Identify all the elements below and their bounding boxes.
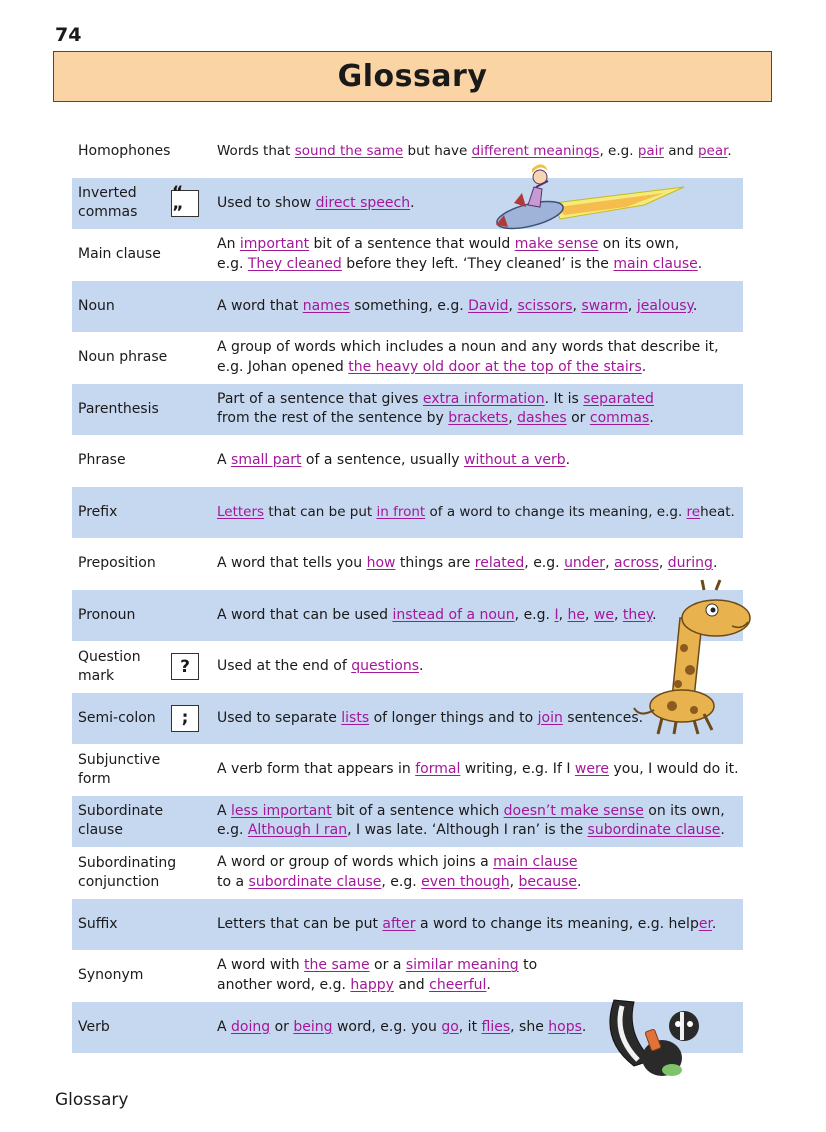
- definition-text: ,: [584, 606, 594, 623]
- glossary-definition: [217, 847, 739, 899]
- glossary-term: [72, 503, 212, 522]
- definition-text: another word, e.g.: [217, 976, 351, 993]
- definition-text: .: [581, 1018, 587, 1035]
- definition-text: .: [652, 606, 657, 623]
- definition-text: you, I would do it.: [609, 761, 739, 777]
- glossary-definition: [217, 899, 739, 951]
- definition-text: .: [565, 452, 571, 468]
- glossary-term: [72, 1018, 212, 1037]
- title-banner: [53, 51, 772, 102]
- highlighted-term: the same: [304, 957, 370, 974]
- term-line: clause: [78, 822, 123, 839]
- definition-line: [217, 853, 739, 873]
- definition-text: something, e.g.: [349, 297, 469, 314]
- definition-text: .: [711, 915, 717, 932]
- page-number: 74: [55, 24, 82, 46]
- glossary-row: [72, 384, 743, 436]
- definition-text: , e.g.: [514, 606, 555, 623]
- definition-line: [217, 390, 739, 410]
- glossary-definition: [217, 744, 739, 796]
- term-line: Verb: [78, 1018, 110, 1035]
- definition-text: A verb form that appears in: [217, 761, 416, 777]
- glossary-term: [72, 854, 212, 892]
- highlighted-term: commas: [589, 410, 650, 427]
- term-line: Inverted: [78, 185, 137, 202]
- definition-text: A: [217, 802, 232, 819]
- highlighted-term: pair: [637, 143, 664, 159]
- glossary-term: [72, 606, 212, 625]
- definition-text: . It is: [544, 390, 584, 407]
- definition-line: [217, 956, 739, 976]
- highlighted-term: doing: [231, 1018, 271, 1035]
- highlighted-term: David: [468, 297, 509, 314]
- glossary-row: [72, 332, 743, 384]
- highlighted-term: extra information: [422, 390, 545, 407]
- highlighted-term: during: [667, 555, 713, 571]
- term-line: Semi-colon: [78, 709, 156, 726]
- definition-text: or: [566, 410, 590, 427]
- term-line: mark: [78, 667, 115, 684]
- glossary-definition: [217, 332, 739, 384]
- definition-text: and: [393, 976, 430, 993]
- highlighted-term: lists: [341, 709, 370, 726]
- definition-text: .: [720, 822, 725, 839]
- definition-text: e.g.: [217, 255, 248, 272]
- term-line: Subordinating: [78, 854, 177, 871]
- highlighted-term: subordinate clause: [248, 873, 382, 890]
- highlighted-term: after: [382, 915, 416, 932]
- term-line: Phrase: [78, 452, 126, 469]
- definition-text: before they left. ‘They cleaned’ is the: [341, 255, 614, 272]
- definition-text: but have: [403, 143, 472, 159]
- highlighted-term: under: [564, 555, 606, 571]
- highlighted-term: we: [593, 606, 614, 623]
- highlighted-term: across: [613, 555, 659, 571]
- definition-text: that can be put: [264, 503, 377, 520]
- highlighted-term: direct speech: [315, 194, 411, 211]
- glossary-definition: [217, 487, 739, 539]
- definition-text: and: [663, 143, 698, 159]
- definition-line: [217, 503, 739, 523]
- highlighted-term: questions: [351, 658, 419, 674]
- definition-text: e.g.: [217, 822, 248, 839]
- highlighted-term: Letters: [217, 503, 265, 520]
- term-line: Main clause: [78, 246, 161, 263]
- definition-line: [217, 297, 739, 317]
- highlighted-term: er: [698, 915, 712, 932]
- rocket-rider-illustration: [494, 163, 686, 235]
- definition-line: [217, 235, 739, 255]
- highlighted-term: I: [554, 606, 559, 623]
- glossary-term: [72, 348, 212, 367]
- highlighted-term: cheerful: [429, 976, 487, 993]
- definition-text: of longer things and to: [369, 709, 538, 726]
- definition-text: ,: [658, 555, 668, 571]
- term-line: Question: [78, 648, 141, 665]
- definition-text: A word or group of words which joins a: [217, 854, 494, 871]
- highlighted-term: brackets: [448, 410, 509, 427]
- highlighted-term: Although I ran: [247, 822, 348, 839]
- highlighted-term: separated: [583, 390, 654, 407]
- definition-line: [217, 451, 739, 471]
- definition-text: A group of words which includes a noun and any words that describe it,: [217, 339, 719, 356]
- glossary-row: [72, 847, 743, 899]
- glossary-definition: [217, 435, 739, 487]
- definition-text: .: [418, 658, 424, 674]
- term-line: form: [78, 770, 111, 787]
- glossary-term: [72, 802, 212, 840]
- definition-text: on its own,: [598, 236, 680, 253]
- highlighted-term: main clause: [613, 255, 698, 272]
- highlighted-term: in front: [376, 503, 426, 520]
- highlighted-term: names: [302, 297, 350, 314]
- highlighted-term: being: [293, 1018, 333, 1035]
- definition-text: A word that can be used: [217, 606, 393, 623]
- highlighted-term: instead of a noun: [392, 606, 515, 623]
- glossary-row: [72, 281, 743, 333]
- definition-text: e.g. Johan opened: [217, 358, 349, 375]
- definition-line: [217, 358, 739, 378]
- definition-text: or: [270, 1018, 294, 1035]
- glossary-row: [72, 487, 743, 539]
- definition-text: .: [727, 143, 732, 159]
- definition-text: of a sentence, usually: [301, 452, 465, 468]
- highlighted-term: pear: [697, 143, 728, 159]
- highlighted-term: related: [474, 555, 525, 571]
- term-line: conjunction: [78, 873, 160, 890]
- glossary-definition: [217, 229, 739, 281]
- definition-text: ,: [613, 606, 623, 623]
- punctuation-symbol-box: ;: [171, 705, 199, 732]
- definition-text: A word that tells you: [217, 555, 367, 571]
- definition-text: , I was late. ‘Although I ran’ is the: [347, 822, 588, 839]
- term-line: Synonym: [78, 967, 144, 984]
- term-line: Prefix: [78, 503, 118, 520]
- highlighted-term: the heavy old door at the top of the stairs: [348, 358, 642, 375]
- definition-text: Letters that can be put: [217, 915, 383, 932]
- term-line: commas: [78, 204, 138, 221]
- highlighted-term: similar meaning: [405, 957, 519, 974]
- highlighted-term: jealousy: [636, 297, 693, 314]
- highlighted-term: dashes: [517, 410, 567, 427]
- definition-text: word, e.g. you: [332, 1018, 442, 1035]
- highlighted-term: important: [239, 236, 310, 253]
- definition-text: , e.g.: [599, 143, 638, 159]
- definition-text: A: [217, 1018, 232, 1035]
- definition-text: .: [486, 976, 491, 993]
- definition-text: ,: [627, 297, 637, 314]
- definition-text: Used at the end of: [217, 658, 352, 674]
- definition-text: .: [649, 410, 654, 427]
- highlighted-term: because: [518, 873, 578, 890]
- highlighted-term: hops: [548, 1018, 582, 1035]
- definition-line: [217, 142, 739, 162]
- definition-line: [217, 873, 739, 893]
- definition-text: writing, e.g. If I: [460, 761, 575, 777]
- definition-text: ,: [509, 873, 519, 890]
- definition-text: of a word to change its meaning, e.g.: [425, 503, 687, 520]
- definition-text: to: [518, 957, 538, 974]
- highlighted-term: even though: [421, 873, 510, 890]
- definition-text: A word with: [217, 957, 305, 974]
- definition-text: .: [641, 358, 647, 375]
- definition-text: ,: [508, 297, 518, 314]
- definition-text: heat.: [700, 503, 735, 520]
- definition-text: bit of a sentence that would: [309, 236, 515, 253]
- definition-text: things are: [395, 555, 475, 571]
- highlighted-term: make sense: [514, 236, 599, 253]
- glossary-row: [72, 796, 743, 848]
- glossary-term: [72, 451, 212, 470]
- term-line: Parenthesis: [78, 400, 159, 417]
- highlighted-term: flies: [481, 1018, 511, 1035]
- highlighted-term: how: [366, 555, 396, 571]
- definition-text: bit of a sentence which: [331, 802, 504, 819]
- glossary-term: [72, 966, 212, 985]
- definition-line: [217, 760, 739, 780]
- definition-line: [217, 255, 739, 275]
- term-line: Subjunctive: [78, 751, 161, 768]
- punctuation-symbol-box: ?: [171, 653, 199, 680]
- glossary-definition: [217, 796, 739, 848]
- definition-text: Used to separate: [217, 709, 342, 726]
- definition-text: , e.g.: [381, 873, 422, 890]
- definition-text: .: [712, 555, 718, 571]
- highlighted-term: he: [567, 606, 585, 623]
- glossary-term: [72, 142, 212, 161]
- highlighted-term: join: [537, 709, 563, 726]
- definition-line: [217, 821, 739, 841]
- highlighted-term: formal: [415, 761, 461, 777]
- definition-text: ,: [572, 297, 582, 314]
- glossary-definition: [217, 384, 739, 436]
- definition-text: , it: [458, 1018, 482, 1035]
- definition-text: An: [217, 236, 240, 253]
- punctuation-symbol-box: “ ”: [171, 190, 199, 217]
- definition-text: , she: [510, 1018, 549, 1035]
- definition-text: .: [697, 255, 703, 272]
- glossary-row: [72, 744, 743, 796]
- highlighted-term: they: [622, 606, 653, 623]
- glossary-definition: [217, 281, 739, 333]
- definition-text: on its own,: [643, 802, 725, 819]
- definition-line: [217, 338, 739, 358]
- glossary-row: [72, 435, 743, 487]
- term-line: Noun phrase: [78, 349, 168, 366]
- definition-text: Part of a sentence that gives: [217, 390, 423, 407]
- definition-text: A word that: [217, 297, 303, 314]
- term-line: Preposition: [78, 555, 156, 572]
- glossary-term: [72, 297, 212, 316]
- skunk-illustration: [604, 990, 708, 1082]
- highlighted-term: doesn’t make sense: [503, 802, 644, 819]
- definition-text: A: [217, 452, 232, 468]
- definition-text: ,: [508, 410, 518, 427]
- highlighted-term: subordinate clause: [587, 822, 721, 839]
- highlighted-term: main clause: [493, 854, 578, 871]
- highlighted-term: happy: [350, 976, 394, 993]
- highlighted-term: were: [574, 761, 610, 777]
- definition-text: Used to show: [217, 194, 316, 211]
- definition-text: a word to change its meaning, e.g. help: [415, 915, 699, 932]
- definition-line: [217, 802, 739, 822]
- definition-line: [217, 554, 739, 574]
- giraffe-illustration: [632, 578, 754, 736]
- glossary-term: [72, 554, 212, 573]
- definition-line: [217, 915, 739, 935]
- definition-text: or a: [369, 957, 406, 974]
- definition-text: Words that: [217, 143, 295, 159]
- glossary-term: [72, 751, 212, 789]
- glossary-term: [72, 245, 212, 264]
- term-line: Suffix: [78, 915, 118, 932]
- glossary-term: [72, 400, 212, 419]
- highlighted-term: small part: [231, 452, 302, 468]
- glossary-row: [72, 229, 743, 281]
- definition-line: [217, 409, 739, 429]
- highlighted-term: They cleaned: [247, 255, 342, 272]
- definition-text: to a: [217, 873, 249, 890]
- term-line: Homophones: [78, 143, 171, 160]
- highlighted-term: swarm: [581, 297, 628, 314]
- highlighted-term: scissors: [517, 297, 573, 314]
- definition-text: ,: [558, 606, 568, 623]
- highlighted-term: less important: [231, 802, 332, 819]
- definition-text: .: [577, 873, 582, 890]
- highlighted-term: different meanings: [471, 143, 600, 159]
- highlighted-term: go: [441, 1018, 459, 1035]
- definition-text: .: [692, 297, 698, 314]
- definition-text: sentences.: [562, 709, 644, 726]
- highlighted-term: sound the same: [294, 143, 404, 159]
- term-line: Noun: [78, 297, 115, 314]
- glossary-term: [72, 915, 212, 934]
- page-footer: Glossary: [55, 1090, 129, 1110]
- definition-text: .: [410, 194, 415, 211]
- definition-text: from the rest of the sentence by: [217, 410, 449, 427]
- definition-text: ,: [605, 555, 614, 571]
- glossary-row: [72, 899, 743, 951]
- definition-text: , e.g.: [524, 555, 565, 571]
- page-title: Glossary: [337, 59, 488, 94]
- highlighted-term: re: [686, 503, 701, 520]
- term-line: Subordinate: [78, 803, 164, 820]
- term-line: Pronoun: [78, 606, 136, 623]
- highlighted-term: without a verb: [464, 452, 566, 468]
